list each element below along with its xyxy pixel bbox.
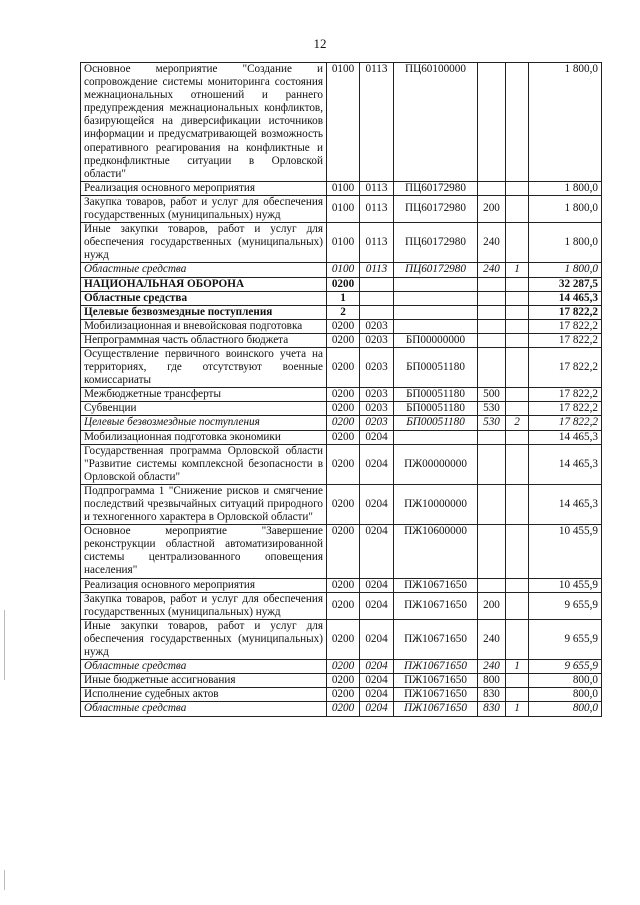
cell-funding-source — [506, 291, 529, 305]
cell-name: Подпрограмма 1 "Снижение рисков и смягчение последствий чрезвычайных ситуаций природного и техногенного характера в Орловской области" — [81, 484, 327, 524]
cell-name: НАЦИОНАЛЬНАЯ ОБОРОНА — [81, 277, 327, 291]
cell-funding-source — [506, 333, 529, 347]
cell-expense-type — [478, 305, 506, 319]
page-number: 12 — [313, 36, 327, 51]
cell-section: 0100 — [327, 263, 360, 277]
cell-amount: 1 800,0 — [529, 195, 602, 222]
cell-name: Иные закупки товаров, работ и услуг для обеспечения государственных (муниципальных) нужд — [81, 223, 327, 263]
cell-section: 0200 — [327, 660, 360, 674]
cell-subsection: 0204 — [360, 660, 394, 674]
table-row — [81, 702, 602, 716]
cell-funding-source — [506, 63, 529, 182]
cell-section: 0200 — [327, 430, 360, 444]
cell-subsection: 0113 — [360, 223, 394, 263]
cell-amount: 10 455,9 — [529, 525, 602, 578]
cell-name: Субвенции — [81, 402, 327, 416]
cell-funding-source — [506, 402, 529, 416]
table-row — [81, 181, 602, 195]
cell-section: 0200 — [327, 484, 360, 524]
table-row — [81, 484, 602, 524]
table-row — [81, 263, 602, 277]
cell-name: Реализация основного мероприятия — [81, 181, 327, 195]
cell-expense-type: 240 — [478, 263, 506, 277]
cell-amount: 10 455,9 — [529, 578, 602, 592]
cell-amount: 9 655,9 — [529, 660, 602, 674]
cell-funding-source: 1 — [506, 263, 529, 277]
cell-target-article: ПЦ60172980 — [394, 195, 478, 222]
cell-amount: 14 465,3 — [529, 484, 602, 524]
table-row — [81, 347, 602, 387]
cell-amount: 14 465,3 — [529, 444, 602, 484]
cell-funding-source — [506, 444, 529, 484]
cell-funding-source — [506, 674, 529, 688]
table-row — [81, 444, 602, 484]
cell-subsection: 0203 — [360, 402, 394, 416]
cell-target-article: БП00051180 — [394, 402, 478, 416]
cell-funding-source — [506, 347, 529, 387]
table-row — [81, 223, 602, 263]
cell-subsection: 0113 — [360, 263, 394, 277]
cell-name: Основное мероприятие "Создание и сопровождение системы мониторинга состояния межнациональных отношений и раннего предупреждения межнациональных конфликтов, базирующейся на диверсификации источников информации и предусматривающей возможность оперативного реагирования на конфликтные и предконфликтные ситуации в Орловской области" — [81, 63, 327, 182]
cell-section: 0200 — [327, 619, 360, 659]
cell-expense-type — [478, 430, 506, 444]
cell-amount: 17 822,2 — [529, 416, 602, 430]
cell-target-article: ПЦ60172980 — [394, 223, 478, 263]
cell-funding-source — [506, 484, 529, 524]
cell-subsection: 0204 — [360, 525, 394, 578]
table-row — [81, 195, 602, 222]
cell-target-article: ПЖ10671650 — [394, 660, 478, 674]
cell-amount: 17 822,2 — [529, 388, 602, 402]
cell-subsection: 0203 — [360, 347, 394, 387]
scan-edge-mark — [4, 610, 5, 680]
table-row — [81, 63, 602, 182]
cell-expense-type — [478, 319, 506, 333]
cell-section: 0200 — [327, 578, 360, 592]
cell-subsection: 0203 — [360, 333, 394, 347]
cell-amount: 17 822,2 — [529, 347, 602, 387]
cell-expense-type: 240 — [478, 223, 506, 263]
cell-subsection — [360, 291, 394, 305]
table-row — [81, 688, 602, 702]
cell-subsection: 0204 — [360, 702, 394, 716]
cell-section: 0200 — [327, 592, 360, 619]
cell-name: Мобилизационная и вневойсковая подготовка — [81, 319, 327, 333]
cell-expense-type — [478, 291, 506, 305]
cell-funding-source — [506, 619, 529, 659]
cell-subsection: 0204 — [360, 484, 394, 524]
cell-expense-type — [478, 578, 506, 592]
cell-name: Областные средства — [81, 263, 327, 277]
cell-amount: 800,0 — [529, 688, 602, 702]
cell-name: Областные средства — [81, 702, 327, 716]
cell-funding-source — [506, 319, 529, 333]
cell-target-article: ПЖ10671650 — [394, 702, 478, 716]
cell-section: 0200 — [327, 277, 360, 291]
cell-funding-source — [506, 578, 529, 592]
cell-subsection: 0113 — [360, 63, 394, 182]
cell-section: 0200 — [327, 388, 360, 402]
cell-expense-type: 500 — [478, 388, 506, 402]
cell-subsection: 0113 — [360, 181, 394, 195]
cell-funding-source — [506, 430, 529, 444]
cell-amount: 17 822,2 — [529, 305, 602, 319]
cell-expense-type: 200 — [478, 195, 506, 222]
cell-subsection: 0204 — [360, 578, 394, 592]
table-row — [81, 578, 602, 592]
cell-amount: 800,0 — [529, 674, 602, 688]
cell-name: Основное мероприятие "Завершение реконструкции областной автоматизированной системы централизованного оповещения населения" — [81, 525, 327, 578]
cell-funding-source — [506, 181, 529, 195]
cell-subsection: 0204 — [360, 688, 394, 702]
cell-subsection: 0203 — [360, 416, 394, 430]
cell-target-article: ПЖ10000000 — [394, 484, 478, 524]
cell-funding-source — [506, 525, 529, 578]
cell-section: 1 — [327, 291, 360, 305]
cell-expense-type — [478, 347, 506, 387]
cell-target-article: ПЖ10671650 — [394, 688, 478, 702]
cell-amount: 1 800,0 — [529, 263, 602, 277]
cell-section: 0200 — [327, 333, 360, 347]
cell-amount: 9 655,9 — [529, 592, 602, 619]
table-row — [81, 416, 602, 430]
cell-expense-type: 800 — [478, 674, 506, 688]
cell-expense-type: 530 — [478, 402, 506, 416]
cell-amount: 1 800,0 — [529, 181, 602, 195]
cell-expense-type — [478, 333, 506, 347]
cell-target-article: ПЖ10671650 — [394, 674, 478, 688]
cell-subsection: 0204 — [360, 592, 394, 619]
cell-target-article: ПЦ60172980 — [394, 181, 478, 195]
cell-section: 0200 — [327, 688, 360, 702]
cell-expense-type — [478, 63, 506, 182]
cell-expense-type — [478, 525, 506, 578]
table-row — [81, 291, 602, 305]
cell-section: 0200 — [327, 402, 360, 416]
cell-name: Целевые безвозмездные поступления — [81, 305, 327, 319]
cell-subsection: 0203 — [360, 388, 394, 402]
table-row — [81, 319, 602, 333]
table-row — [81, 592, 602, 619]
cell-expense-type: 240 — [478, 619, 506, 659]
cell-subsection: 0203 — [360, 319, 394, 333]
cell-section: 0100 — [327, 181, 360, 195]
table-row — [81, 674, 602, 688]
cell-section: 0200 — [327, 702, 360, 716]
cell-target-article: ПЖ10671650 — [394, 578, 478, 592]
table-row — [81, 430, 602, 444]
cell-amount: 1 800,0 — [529, 63, 602, 182]
cell-funding-source — [506, 388, 529, 402]
table-row — [81, 660, 602, 674]
cell-funding-source — [506, 592, 529, 619]
cell-funding-source — [506, 223, 529, 263]
cell-target-article: ПЦ60172980 — [394, 263, 478, 277]
cell-expense-type: 240 — [478, 660, 506, 674]
cell-target-article: ПЖ00000000 — [394, 444, 478, 484]
cell-target-article: ПЖ10600000 — [394, 525, 478, 578]
cell-section: 0200 — [327, 525, 360, 578]
cell-expense-type: 530 — [478, 416, 506, 430]
table-row — [81, 388, 602, 402]
cell-name: Целевые безвозмездные поступления — [81, 416, 327, 430]
cell-name: Иные закупки товаров, работ и услуг для обеспечения государственных (муниципальных) нужд — [81, 619, 327, 659]
table-row — [81, 333, 602, 347]
cell-target-article — [394, 430, 478, 444]
cell-funding-source — [506, 277, 529, 291]
cell-name: Непрограммная часть областного бюджета — [81, 333, 327, 347]
cell-funding-source: 1 — [506, 660, 529, 674]
cell-name: Иные бюджетные ассигнования — [81, 674, 327, 688]
cell-amount: 32 287,5 — [529, 277, 602, 291]
budget-table — [80, 62, 602, 717]
cell-expense-type: 830 — [478, 702, 506, 716]
cell-name: Государственная программа Орловской области "Развитие системы комплексной безопасности в Орловской области" — [81, 444, 327, 484]
cell-target-article: БП00051180 — [394, 416, 478, 430]
table-row — [81, 525, 602, 578]
cell-section: 0200 — [327, 674, 360, 688]
cell-target-article: ПЖ10671650 — [394, 592, 478, 619]
cell-amount: 17 822,2 — [529, 333, 602, 347]
cell-amount: 14 465,3 — [529, 430, 602, 444]
cell-target-article: ПЖ10671650 — [394, 619, 478, 659]
cell-section: 0100 — [327, 63, 360, 182]
cell-section: 0100 — [327, 223, 360, 263]
table-row — [81, 305, 602, 319]
cell-funding-source — [506, 195, 529, 222]
cell-section: 2 — [327, 305, 360, 319]
scan-edge-mark — [4, 870, 5, 890]
cell-subsection: 0113 — [360, 195, 394, 222]
cell-name: Осуществление первичного воинского учета на территориях, где отсутствуют военные комиссариаты — [81, 347, 327, 387]
cell-name: Закупка товаров, работ и услуг для обеспечения государственных (муниципальных) нужд — [81, 195, 327, 222]
cell-target-article: БП00000000 — [394, 333, 478, 347]
cell-funding-source — [506, 305, 529, 319]
cell-subsection: 0204 — [360, 674, 394, 688]
cell-amount: 800,0 — [529, 702, 602, 716]
cell-target-article — [394, 277, 478, 291]
cell-target-article — [394, 291, 478, 305]
budget-table-body — [81, 63, 602, 717]
table-row — [81, 277, 602, 291]
cell-expense-type: 200 — [478, 592, 506, 619]
cell-expense-type — [478, 277, 506, 291]
cell-expense-type — [478, 444, 506, 484]
cell-amount: 17 822,2 — [529, 402, 602, 416]
cell-funding-source — [506, 688, 529, 702]
cell-funding-source: 2 — [506, 416, 529, 430]
cell-amount: 14 465,3 — [529, 291, 602, 305]
cell-expense-type — [478, 484, 506, 524]
cell-subsection: 0204 — [360, 430, 394, 444]
cell-name: Межбюджетные трансферты — [81, 388, 327, 402]
cell-subsection: 0204 — [360, 619, 394, 659]
cell-target-article — [394, 319, 478, 333]
cell-name: Областные средства — [81, 660, 327, 674]
cell-name: Мобилизационная подготовка экономики — [81, 430, 327, 444]
cell-expense-type — [478, 181, 506, 195]
cell-target-article — [394, 305, 478, 319]
cell-name: Реализация основного мероприятия — [81, 578, 327, 592]
cell-section: 0200 — [327, 347, 360, 387]
cell-section: 0100 — [327, 195, 360, 222]
cell-subsection — [360, 277, 394, 291]
cell-name: Закупка товаров, работ и услуг для обеспечения государственных (муниципальных) нужд — [81, 592, 327, 619]
cell-subsection — [360, 305, 394, 319]
cell-target-article: БП00051180 — [394, 347, 478, 387]
cell-target-article: ПЦ60100000 — [394, 63, 478, 182]
cell-name: Исполнение судебных актов — [81, 688, 327, 702]
cell-section: 0200 — [327, 416, 360, 430]
cell-funding-source: 1 — [506, 702, 529, 716]
cell-section: 0200 — [327, 319, 360, 333]
cell-amount: 17 822,2 — [529, 319, 602, 333]
cell-section: 0200 — [327, 444, 360, 484]
table-row — [81, 619, 602, 659]
cell-name: Областные средства — [81, 291, 327, 305]
cell-subsection: 0204 — [360, 444, 394, 484]
table-row — [81, 402, 602, 416]
cell-amount: 1 800,0 — [529, 223, 602, 263]
cell-amount: 9 655,9 — [529, 619, 602, 659]
cell-expense-type: 830 — [478, 688, 506, 702]
cell-target-article: БП00051180 — [394, 388, 478, 402]
